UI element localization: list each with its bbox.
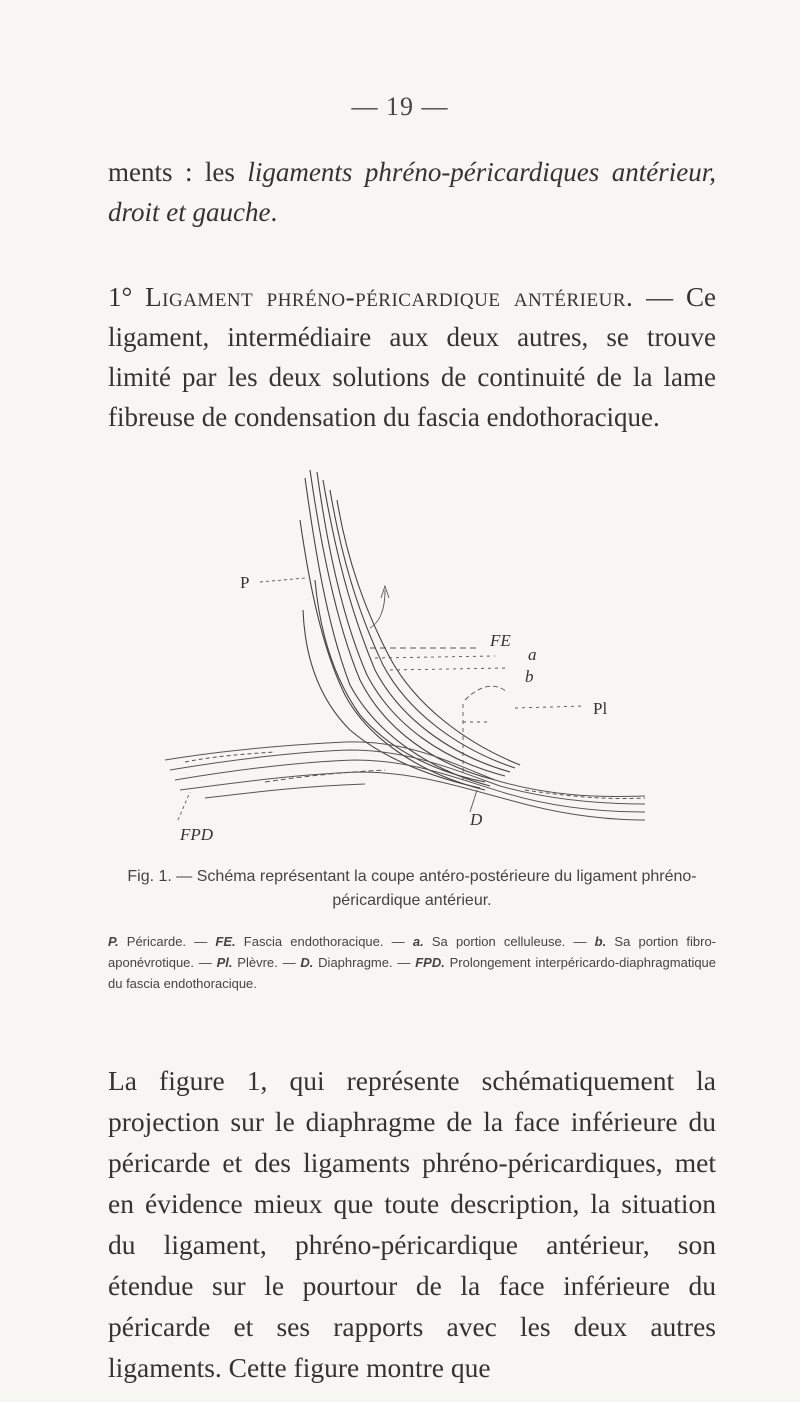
legend-desc: Sa portion celluleuse. — [423,934,595,949]
legend-abbr: FE. [215,934,236,949]
legend-item [300,955,415,970]
section-heading: Ligament phréno-péricardique antérieur. [145,282,634,312]
diaphragm-layers [165,742,645,820]
legend-desc: Sa portion fibro-aponévrotique. — [108,934,717,970]
legend-abbr: D. [300,955,314,970]
caption-text: — Schéma représentant la coupe antéro-postérieure du ligament phréno-péricardique antérieur. [171,868,697,909]
label-p: P [240,573,250,592]
caption-fig-label: Fig. 1. [127,868,172,885]
legend-item [413,934,595,949]
legend-abbr: a. [412,934,424,949]
legend-item [217,955,301,970]
legend-item [215,934,412,949]
figure-legend [108,931,716,994]
label-fpd: FPD [180,825,214,844]
legend-abbr: b. [594,934,607,949]
label-a: a [528,645,537,664]
page-number: — 19 — [351,92,449,121]
label-fe: FE [490,631,511,650]
legend-abbr: FPD. [415,955,445,970]
legend-desc: Fascia endothoracique. — [235,934,413,949]
legend-abbr: P. [108,934,119,949]
legend-abbr: Pl. [216,955,233,970]
label-pl: Pl [593,699,608,718]
legend-desc: Diaphragme. — [313,955,416,970]
paragraph-intro [108,152,716,232]
label-d: D [470,810,483,829]
paragraph-ligament [108,277,716,437]
legend-desc: Plèvre. — [232,955,301,970]
legend-desc: Prolongement interpéricardo-diaphragmatique du fascia endothoracique. [108,955,717,991]
label-b: b [525,667,534,686]
section-number: 1° [108,282,146,312]
intro-text-italic: ligaments phréno-péricardiques antérieur, droit et gauche [108,157,716,227]
pericardium-layers [300,470,520,790]
section-body: — Ce ligament, intermédiaire aux deux autres, se trouve limité par les deux solutions de continuité de la lame fibreuse de condensation du fascia endothoracique. [108,282,716,432]
legend-desc: Péricarde. — [118,934,216,949]
figure-drawing [145,460,650,850]
figure-caption [108,865,716,913]
paragraph-figure-description: La figure 1, qui représente schématiquement la projection sur le diaphragme de la face inférieure du péricarde et des ligaments phréno-péricardiques, met en évidence mieux que toute description, la situation du ligament, phréno-péricardique antérieur, son étendue sur le pourtour de la face inférieure du péricarde et ses rapports avec les deux autres ligaments. Cette figure montre que [108,1064,716,1383]
anatomical-figure [145,460,650,850]
legend-item [108,934,215,949]
intro-text-a: ments : les [108,157,248,187]
intro-text-b: . [270,197,278,227]
